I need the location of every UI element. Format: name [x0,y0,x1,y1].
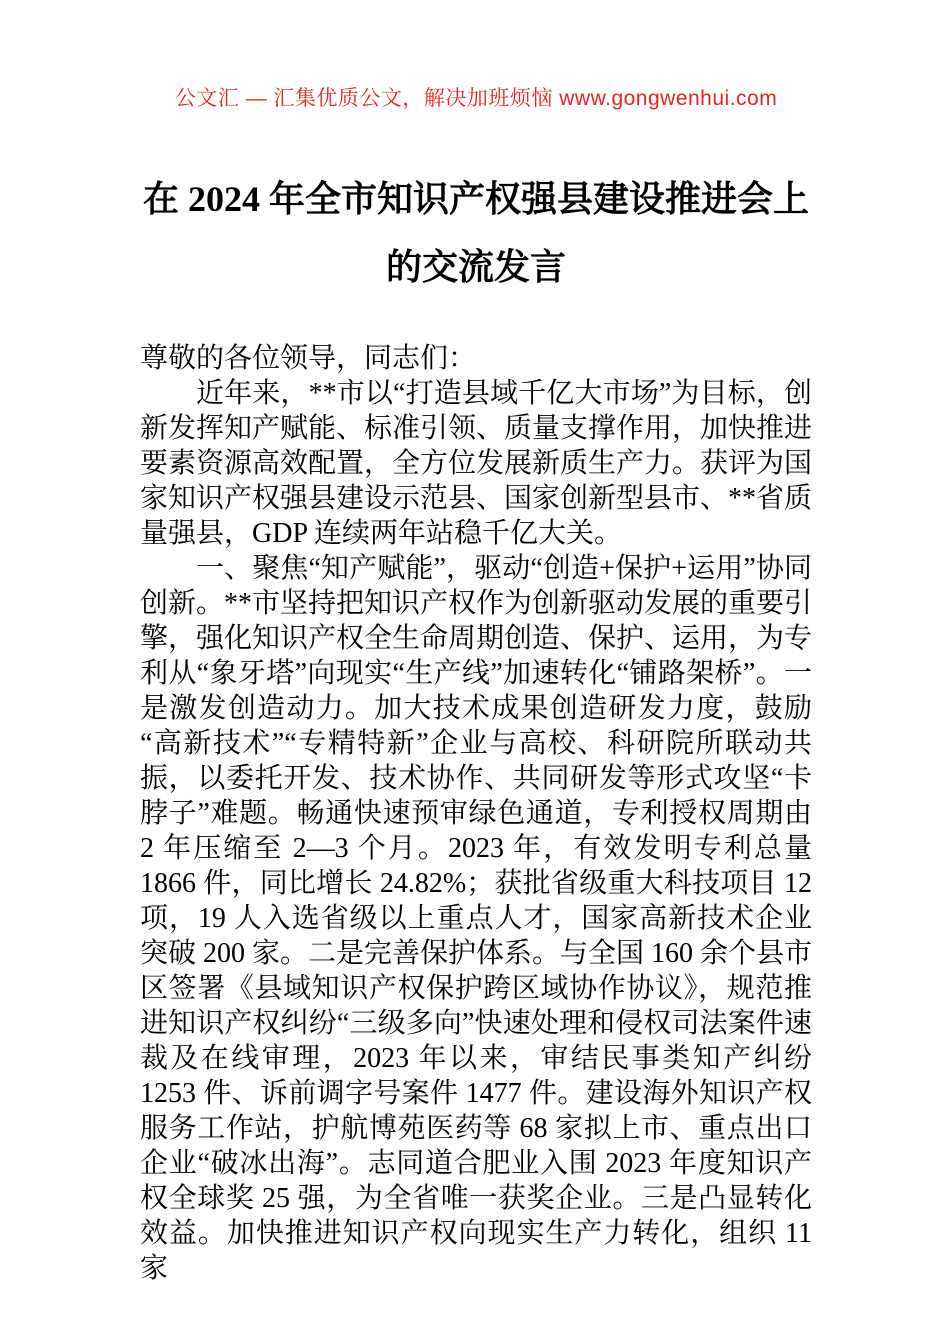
body-paragraph-2: 一、聚焦“知产赋能”，驱动“创造+保护+运用”协同创新。**市坚持把知识产权作为创新驱动发展的重要引擎，强化知识产权全生命周期创造、保护、运用，为专利从“象牙塔”向现实“生产线”加速转化“铺路架桥”。一是激发创造动力。加大技术成果创造研发力度，鼓励“高新技术”“专精特新”企业与高校、科研院所联动共振，以委托开发、技术协作、共同研发等形式攻坚“卡脖子”难题。畅通快速预审绿色通道，专利授权周期由 2 年压缩至 2—3 个月。2023 年，有效发明专利总量 1866 件，同比增长 24.82%；获批省级重大科技项目 12 项，19 人入选省级以上重点人才，国家高新技术企业突破 200 家。二是完善保护体系。与全国 160 余个县市区签署《县域知识产权保护跨区域协作协议》，规范推进知识产权纠纷“三级多向”快速处理和侵权司法案件速裁及在线审理，2023 年以来，审结民事类知产纠纷 1253 件、诉前调字号案件 1477 件。建设海外知识产权服务工作站，护航博苑医药等 68 家拟上市、重点出口企业“破冰出海”。志同道合肥业入围 2023 年度知识产权全球奖 25 强，为全省唯一获奖企业。三是凸显转化效益。加快推进知识产权向现实生产力转化，组织 11 家 [140,553,813,1284]
document-body [140,341,812,1286]
page-title-line-2: 的交流发言 [385,247,566,287]
watermark-banner: 公文汇 — 汇集优质公文，解决加班烦恼 www.gongwenhui.com [174,87,778,110]
page-title [140,165,812,301]
salutation-line: 尊敬的各位领导，同志们： [140,343,477,374]
page-title-line-1: 在 2024 年全市知识产权强县建设推进会上 [142,179,809,219]
body-paragraph-1: 近年来，**市以“打造县域千亿大市场”为目标，创新发挥知产赋能、标准引领、质量支撑作用，加快推进要素资源高效配置，全方位发展新质生产力。获评为国家知识产权强县建设示范县、国家创新型县市、**省质量强县，GDP 连续两年站稳千亿大关。 [140,378,813,549]
